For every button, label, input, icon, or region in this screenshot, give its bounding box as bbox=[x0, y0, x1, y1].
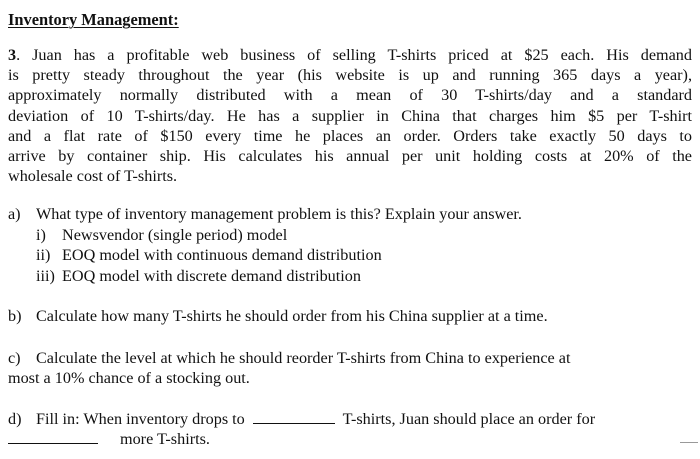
problem-line-6: arrive by container ship. His calculates his annual per unit holding costs at 20% of the bbox=[8, 147, 692, 166]
question-d-letter: d) bbox=[8, 409, 22, 428]
problem-line-1 bbox=[8, 45, 692, 65]
order-quantity-blank[interactable] bbox=[8, 431, 98, 444]
problem-line-3: approximately normally distributed with a mean of 30 T-shirts/day and a standard bbox=[8, 86, 692, 105]
option-number: ii) bbox=[36, 246, 51, 265]
option-number: i) bbox=[36, 225, 46, 244]
question-b bbox=[8, 306, 692, 327]
question-d-line-1 bbox=[36, 409, 692, 430]
problem-statement bbox=[8, 45, 692, 186]
problem-line-7: wholesale cost of T-shirts. bbox=[8, 167, 178, 186]
option-number: iii) bbox=[36, 266, 55, 285]
question-c bbox=[8, 348, 692, 389]
question-d-line-2 bbox=[8, 429, 692, 450]
option-item bbox=[36, 245, 692, 266]
question-c-line-1: Calculate the level at which he should reorder T-shirts from China to experience at bbox=[36, 348, 571, 367]
question-b-letter: b) bbox=[8, 307, 22, 326]
question-a-options bbox=[36, 225, 692, 287]
problem-line-5: and a flat rate of $150 every time he places an order. Orders take exactly 50 days to bbox=[8, 126, 692, 145]
option-text: Newsvendor (single period) model bbox=[62, 225, 288, 244]
question-a-letter: a) bbox=[8, 205, 21, 224]
problem-line-4: deviation of 10 T-shirts/day. He has a supplier in China that charges him $5 per T-shirt bbox=[8, 106, 692, 125]
question-d bbox=[8, 409, 692, 450]
question-c-line-2: most a 10% chance of a stocking out. bbox=[8, 369, 250, 388]
problem-line-2: is pretty steady throughout the year (his website is up and running 365 days a year), bbox=[8, 66, 692, 85]
section-title: Inventory Management: bbox=[8, 10, 179, 29]
question-a-text: What type of inventory management problem is this? Explain your answer. bbox=[36, 205, 522, 224]
corner-line-divider bbox=[680, 442, 698, 443]
problem-line-1-text: . Juan has a profitable web business of selling T-shirts priced at $25 each. His demand bbox=[16, 46, 692, 64]
question-d-part-1: Fill in: When inventory drops to bbox=[36, 409, 245, 428]
question-c-letter: c) bbox=[8, 348, 21, 367]
option-item bbox=[36, 225, 692, 246]
reorder-point-blank[interactable] bbox=[253, 411, 335, 424]
problem-number: 3 bbox=[8, 46, 17, 64]
question-d-part-2: T-shirts, Juan should place an order for bbox=[342, 409, 596, 428]
document-page bbox=[8, 9, 692, 450]
question-d-part-3: more T-shirts. bbox=[120, 430, 210, 449]
option-text: EOQ model with continuous demand distribution bbox=[62, 246, 382, 265]
option-text: EOQ model with discrete demand distribution bbox=[62, 266, 361, 285]
question-a bbox=[8, 204, 692, 286]
option-item bbox=[36, 266, 692, 287]
question-b-text: Calculate how many T-shirts he should order from his China supplier at a time. bbox=[36, 307, 548, 326]
